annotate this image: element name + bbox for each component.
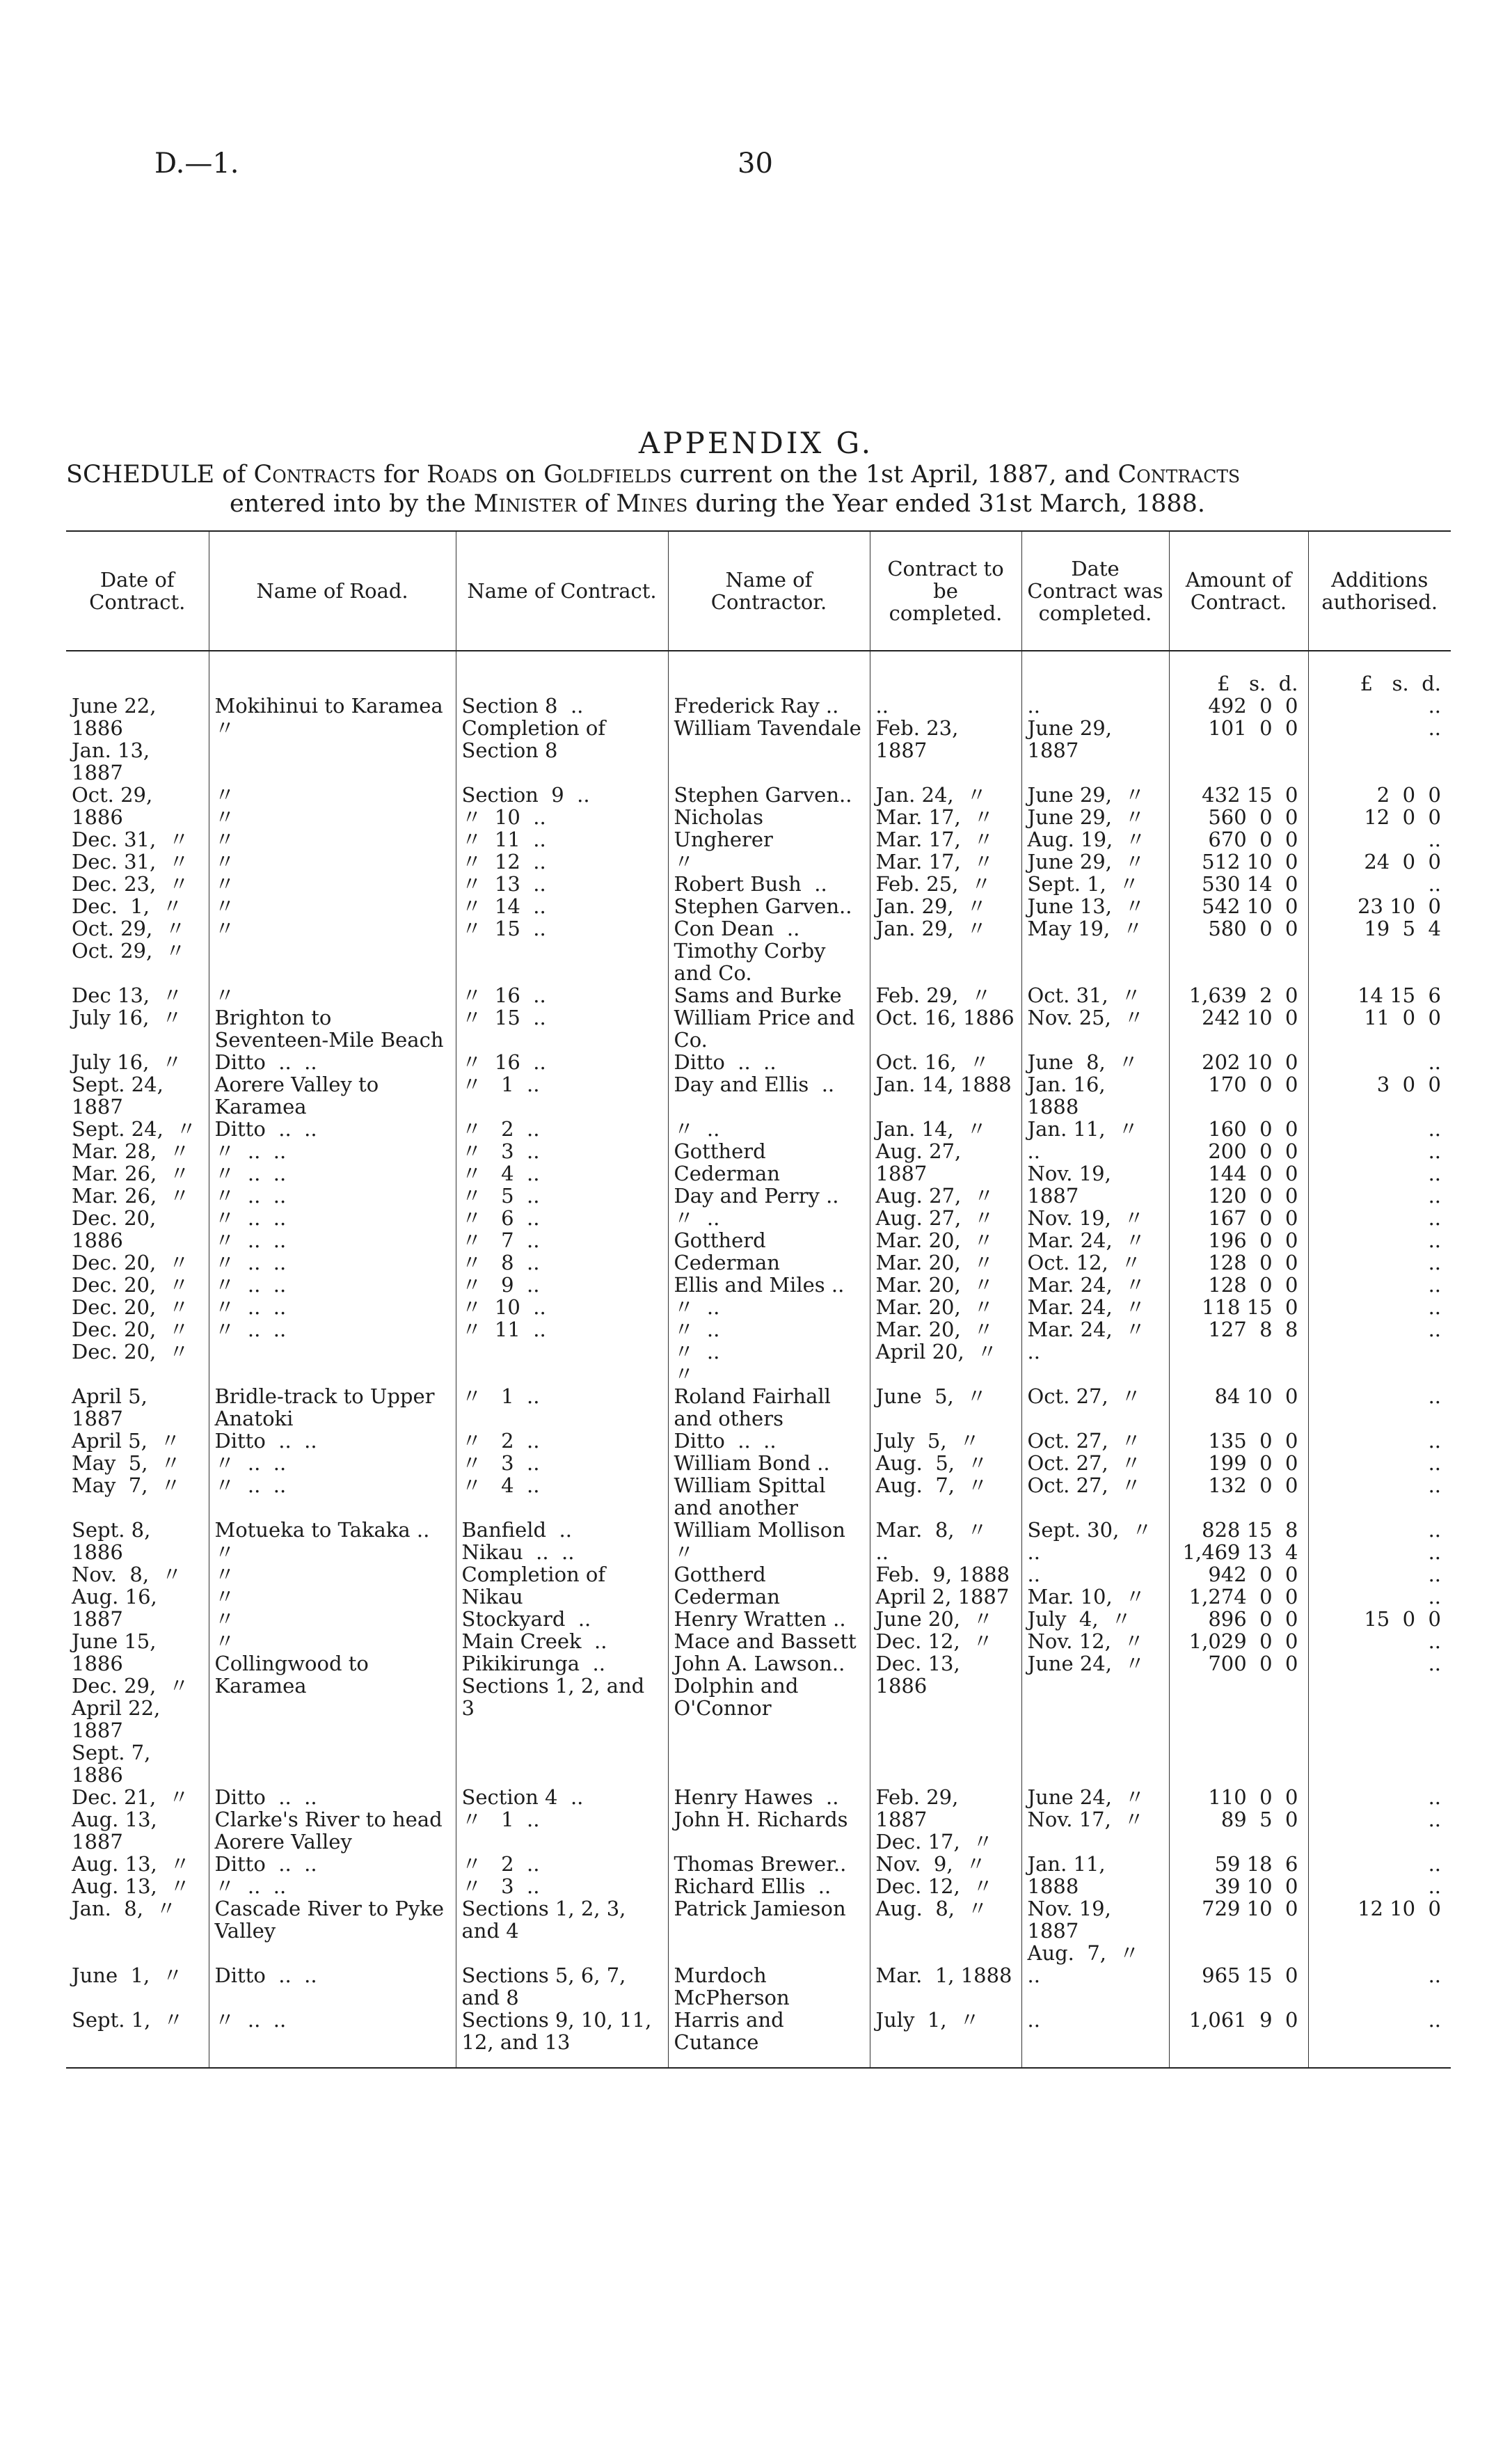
cell-amount: 202 10 0 170 0 0	[1169, 1051, 1308, 1118]
cell-contractor: 〃 .. Gottherd Cederman Day and Perry .. 〃 .. Gottherd Cederman Ellis and Miles .. 〃 .. 〃 .. 〃 .. 〃	[668, 1118, 870, 1385]
col-name-of-contract: Name of Contract.	[456, 531, 668, 651]
cell-additions: .. 3 0 0	[1308, 1051, 1451, 1118]
cell-to-be-completed: Jan. 24, 〃 Mar. 17, 〃 Mar. 17, 〃 Mar. 17, 〃 Feb. 25, 〃 Jan. 29, 〃 Jan. 29, 〃	[870, 784, 1021, 984]
cell-road: Ditto .. .. 〃 .. .. Cascade River to Pyke Valley	[209, 1853, 456, 1964]
cell-additions: ..	[1308, 1964, 1451, 2009]
cell-additions: .. .. ..	[1308, 1430, 1451, 1519]
cell-additions: ..	[1308, 1385, 1451, 1430]
cell-contract: 〃 16 .. 〃 1 ..	[456, 1051, 668, 1118]
table-row	[66, 784, 1451, 984]
cell-to-be-completed: Mar. 8, 〃 .. Feb. 9, 1888 April 2, 1887 June 20, 〃 Dec. 12, 〃 Dec. 13, 1886	[870, 1519, 1021, 1786]
cell-road: 〃 〃 〃 〃 〃 〃 〃	[209, 784, 456, 984]
cell-contract: Banfield .. Nikau .. .. Completion of Nikau Stockyard .. Main Creek .. Pikikirunga .. Sections 1, 2, and 3	[456, 1519, 668, 1786]
units-cell-date	[66, 651, 209, 695]
cell-completed: June 29, 〃 June 29, 〃 Aug. 19, 〃 June 29, 〃 Sept. 1, 〃 June 13, 〃 May 19, 〃	[1021, 784, 1169, 984]
cell-to-be-completed: .. Feb. 23, 1887	[870, 695, 1021, 784]
table-row	[66, 1853, 1451, 1964]
cell-road: Ditto .. .. 〃 .. .. 〃 .. .. 〃 .. .. 〃 .. .. 〃 .. .. 〃 .. .. 〃 .. .. 〃 .. .. 〃 .. ..	[209, 1118, 456, 1385]
col-date-completed: Date Contract was completed.	[1021, 531, 1169, 651]
cell-completed: Jan. 11, 〃 .. Nov. 19, 1887 Nov. 19, 〃 Mar. 24, 〃 Oct. 12, 〃 Mar. 24, 〃 Mar. 24, 〃 Mar. 24, 〃 ..	[1021, 1118, 1169, 1385]
col-date-of-contract: Date of Contract.	[66, 531, 209, 651]
cell-amount: 160 0 0 200 0 0 144 0 0 120 0 0 167 0 0 196 0 0 128 0 0 128 0 0 118 15 0 127 8 8	[1169, 1118, 1308, 1385]
col-amount-of-contract: Amount of Contract.	[1169, 531, 1308, 651]
cell-contract: Sections 9, 10, 11, 12, and 13	[456, 2009, 668, 2068]
cell-road: Ditto .. ..	[209, 1964, 456, 2009]
cell-additions: .. ..	[1308, 695, 1451, 784]
cell-completed: Oct. 31, 〃 Nov. 25, 〃	[1021, 984, 1169, 1051]
table-row	[66, 1786, 1451, 1853]
col-name-of-contractor: Name of Contractor.	[668, 531, 870, 651]
cell-date: Dec 13, 〃 July 16, 〃	[72, 983, 183, 1029]
cell-completed: June 8, 〃 Jan. 16, 1888	[1021, 1051, 1169, 1118]
cell-contract: 〃 1 ..	[456, 1385, 668, 1430]
cell-amount: 1,639 2 0 242 10 0	[1169, 984, 1308, 1051]
cell-amount: 110 0 0 89 5 0	[1169, 1786, 1308, 1853]
cell-contractor: William Mollison 〃 Gottherd Cederman Henry Wratten .. Mace and Bassett John A. Lawson.. Dolphin and O'Connor	[668, 1519, 870, 1786]
cell-additions: .. .. 12 10 0	[1308, 1853, 1451, 1964]
table-body	[66, 651, 1451, 2068]
cell-date: Sept. 1, 〃	[66, 2009, 209, 2068]
units-cell-to-be-completed	[870, 651, 1021, 695]
cell-completed: June 24, 〃 Nov. 17, 〃	[1021, 1786, 1169, 1853]
cell-amount: 432 15 0 560 0 0 670 0 0 512 10 0 530 14 0 542 10 0 580 0 0	[1169, 784, 1308, 984]
cell-contractor: Harris and Cutance	[668, 2009, 870, 2068]
cell-contractor: Thomas Brewer.. Richard Ellis .. Patrick Jamieson	[668, 1853, 870, 1964]
cell-contractor: Roland Fairhall and others	[668, 1385, 870, 1430]
cell-to-be-completed: July 1, 〃	[870, 2009, 1021, 2068]
units-cell-amount: £ s. d.	[1169, 651, 1308, 695]
cell-additions: 14 15 6 11 0 0	[1308, 984, 1451, 1051]
cell-road: 〃 Brighton to Seventeen-Mile Beach	[209, 984, 456, 1051]
cell-to-be-completed: Mar. 1, 1888	[870, 1964, 1021, 2009]
cell-contractor: Murdoch McPherson	[668, 1964, 870, 2009]
cell-amount: 59 18 6 39 10 0 729 10 0	[1169, 1853, 1308, 1964]
cell-amount: 965 15 0	[1169, 1964, 1308, 2009]
cell-road: Mokihinui to Karamea 〃	[209, 695, 456, 784]
cell-contract: Sections 5, 6, 7, and 8	[456, 1964, 668, 2009]
cell-contractor: Ditto .. .. William Bond .. William Spittal and another	[668, 1430, 870, 1519]
col-contract-to-be-completed: Contract to be completed.	[870, 531, 1021, 651]
cell-contractor: Henry Hawes .. John H. Richards	[668, 1786, 870, 1853]
document-id: D.—1.	[154, 148, 239, 180]
cell-amount: 828 15 8 1,469 13 4 942 0 0 1,274 0 0 896 0 0 1,029 0 0 700 0 0	[1169, 1519, 1308, 1786]
cell-amount: 135 0 0 199 0 0 132 0 0	[1169, 1430, 1308, 1519]
cell-contract: Section 9 .. 〃 10 .. 〃 11 .. 〃 12 .. 〃 13 .. 〃 14 .. 〃 15 ..	[456, 784, 668, 984]
cell-completed: ..	[1021, 1964, 1169, 2009]
cell-amount: 492 0 0 101 0 0	[1169, 695, 1308, 784]
cell-road: Ditto .. .. Aorere Valley to Karamea	[209, 1051, 456, 1118]
cell-additions: ..	[1308, 2009, 1451, 2068]
cell-contract: 〃 16 .. 〃 15 ..	[456, 984, 668, 1051]
schedule-title-line-1: SCHEDULE of Contracts for Roads on Goldfields current on the 1st April, 1887, and Contracts	[66, 461, 1241, 489]
units-cell-contract	[456, 651, 668, 695]
table-row	[66, 1385, 1451, 1430]
table-row	[66, 1430, 1451, 1519]
units-cell-road	[209, 651, 456, 695]
cell-additions: .. ..	[1308, 1786, 1451, 1853]
cell-completed: ..	[1021, 2009, 1169, 2068]
table-header-row	[66, 531, 1451, 651]
units-cell-additions: £ s. d.	[1308, 651, 1451, 695]
cell-to-be-completed: Feb. 29, 〃 Oct. 16, 1886	[870, 984, 1021, 1051]
cell-date: April 5, 1887	[72, 1384, 154, 1430]
cell-date: Oct. 29, 1886 Dec. 31, 〃 Dec. 31, 〃 Dec. 23, 〃 Dec. 1, 〃 Oct. 29, 〃 Oct. 29, 〃	[72, 783, 189, 963]
cell-completed: Sept. 30, 〃 .. .. Mar. 10, 〃 July 4, 〃 Nov. 12, 〃 June 24, 〃	[1021, 1519, 1169, 1786]
units-cell-completed	[1021, 651, 1169, 695]
cell-road: Motueka to Takaka .. 〃 〃 〃 〃 〃 Collingwood to Karamea	[209, 1519, 456, 1786]
cell-date: Sept. 24, 〃 Mar. 28, 〃 Mar. 26, 〃 Mar. 26, 〃 Dec. 20, 1886 Dec. 20, 〃 Dec. 20, 〃 Dec. 20, 〃 Dec. 20, 〃 Dec. 20, 〃	[72, 1117, 197, 1364]
cell-contract: 〃 2 .. 〃 3 .. 〃 4 .. 〃 5 .. 〃 6 .. 〃 7 .. 〃 8 .. 〃 9 .. 〃 10 .. 〃 11 ..	[456, 1118, 668, 1385]
cell-contract: Section 8 .. Completion of Section 8	[456, 695, 668, 784]
cell-to-be-completed: July 5, 〃 Aug. 5, 〃 Aug. 7, 〃	[870, 1430, 1021, 1519]
cell-to-be-completed: Nov. 9, 〃 Dec. 12, 〃 Aug. 8, 〃	[870, 1853, 1021, 1964]
appendix-title: APPENDIX G.	[638, 426, 874, 460]
cell-road: Ditto .. .. Clarke's River to head Aorere Valley	[209, 1786, 456, 1853]
cell-contract: 〃 2 .. 〃 3 .. 〃 4 ..	[456, 1430, 668, 1519]
units-cell-contractor	[668, 651, 870, 695]
cell-completed: Jan. 11, 1888 Nov. 19, 1887 Aug. 7, 〃	[1021, 1853, 1169, 1964]
cell-date: Aug. 13, 〃 Aug. 13, 〃 Jan. 8, 〃	[72, 1852, 191, 1920]
table-row	[66, 695, 1451, 784]
cell-road: Ditto .. .. 〃 .. .. 〃 .. ..	[209, 1430, 456, 1519]
cell-completed: Oct. 27, 〃	[1021, 1385, 1169, 1430]
col-name-of-road: Name of Road.	[209, 531, 456, 651]
cell-contract: Section 4 .. 〃 1 ..	[456, 1786, 668, 1853]
contracts-table	[66, 530, 1451, 2069]
cell-date: June 22, 1886 Jan. 13, 1887	[72, 694, 157, 784]
cell-amount: 84 10 0	[1169, 1385, 1308, 1430]
cell-date: Sept. 8, 1886 Nov. 8, 〃 Aug. 16, 1887 June 15, 1886 Dec. 29, 〃 April 22, 1887 Sept. 7, 1886	[72, 1518, 189, 1787]
page-number: 30	[738, 148, 773, 180]
cell-additions: .. .. .. .. .. .. .. .. .. ..	[1308, 1118, 1451, 1385]
cell-additions: 2 0 0 12 0 0 .. 24 0 0 .. 23 10 0 19 5 4	[1308, 784, 1451, 984]
cell-to-be-completed: June 5, 〃	[870, 1385, 1021, 1430]
cell-road: Bridle-track to Upper Anatoki	[209, 1385, 456, 1430]
cell-amount: 1,061 9 0	[1169, 2009, 1308, 2068]
cell-to-be-completed: Oct. 16, 〃 Jan. 14, 1888	[870, 1051, 1021, 1118]
table-row	[66, 1118, 1451, 1385]
cell-contractor: Ditto .. .. Day and Ellis ..	[668, 1051, 870, 1118]
table-row	[66, 1519, 1451, 1786]
cell-contract: 〃 2 .. 〃 3 .. Sections 1, 2, 3, and 4	[456, 1853, 668, 1964]
cell-additions: .. .. .. .. 15 0 0 .. ..	[1308, 1519, 1451, 1786]
cell-contractor: Frederick Ray .. William Tavendale	[668, 695, 870, 784]
currency-units-row	[66, 651, 1451, 695]
table-row	[66, 984, 1451, 1051]
table-row	[66, 1964, 1451, 2009]
table-row	[66, 1051, 1451, 1118]
cell-date: July 16, 〃 Sept. 24, 1887	[72, 1050, 182, 1119]
cell-date: June 1, 〃	[72, 1963, 183, 1987]
cell-to-be-completed: Feb. 29, 1887 Dec. 17, 〃	[870, 1786, 1021, 1853]
cell-date: April 5, 〃 May 5, 〃 May 7, 〃	[72, 1429, 181, 1497]
cell-road: 〃 .. ..	[209, 2009, 456, 2068]
cell-completed: .. June 29, 1887	[1021, 695, 1169, 784]
cell-completed: Oct. 27, 〃 Oct. 27, 〃 Oct. 27, 〃	[1021, 1430, 1169, 1519]
cell-date: Dec. 21, 〃 Aug. 13, 1887	[72, 1785, 189, 1854]
cell-contractor: Sams and Burke William Price and Co.	[668, 984, 870, 1051]
schedule-title-line-2: entered into by the Minister of Mines during the Year ended 31st March, 1888.	[230, 490, 1205, 518]
col-additions-authorised: Additions authorised.	[1308, 531, 1451, 651]
table-row	[66, 2009, 1451, 2068]
cell-contractor: Stephen Garven.. Nicholas Ungherer 〃 Robert Bush .. Stephen Garven.. Con Dean .. Timothy Corby and Co.	[668, 784, 870, 984]
cell-to-be-completed: Jan. 14, 〃 Aug. 27, 1887 Aug. 27, 〃 Aug. 27, 〃 Mar. 20, 〃 Mar. 20, 〃 Mar. 20, 〃 Mar. 20, 〃 Mar. 20, 〃 April 20, 〃	[870, 1118, 1021, 1385]
